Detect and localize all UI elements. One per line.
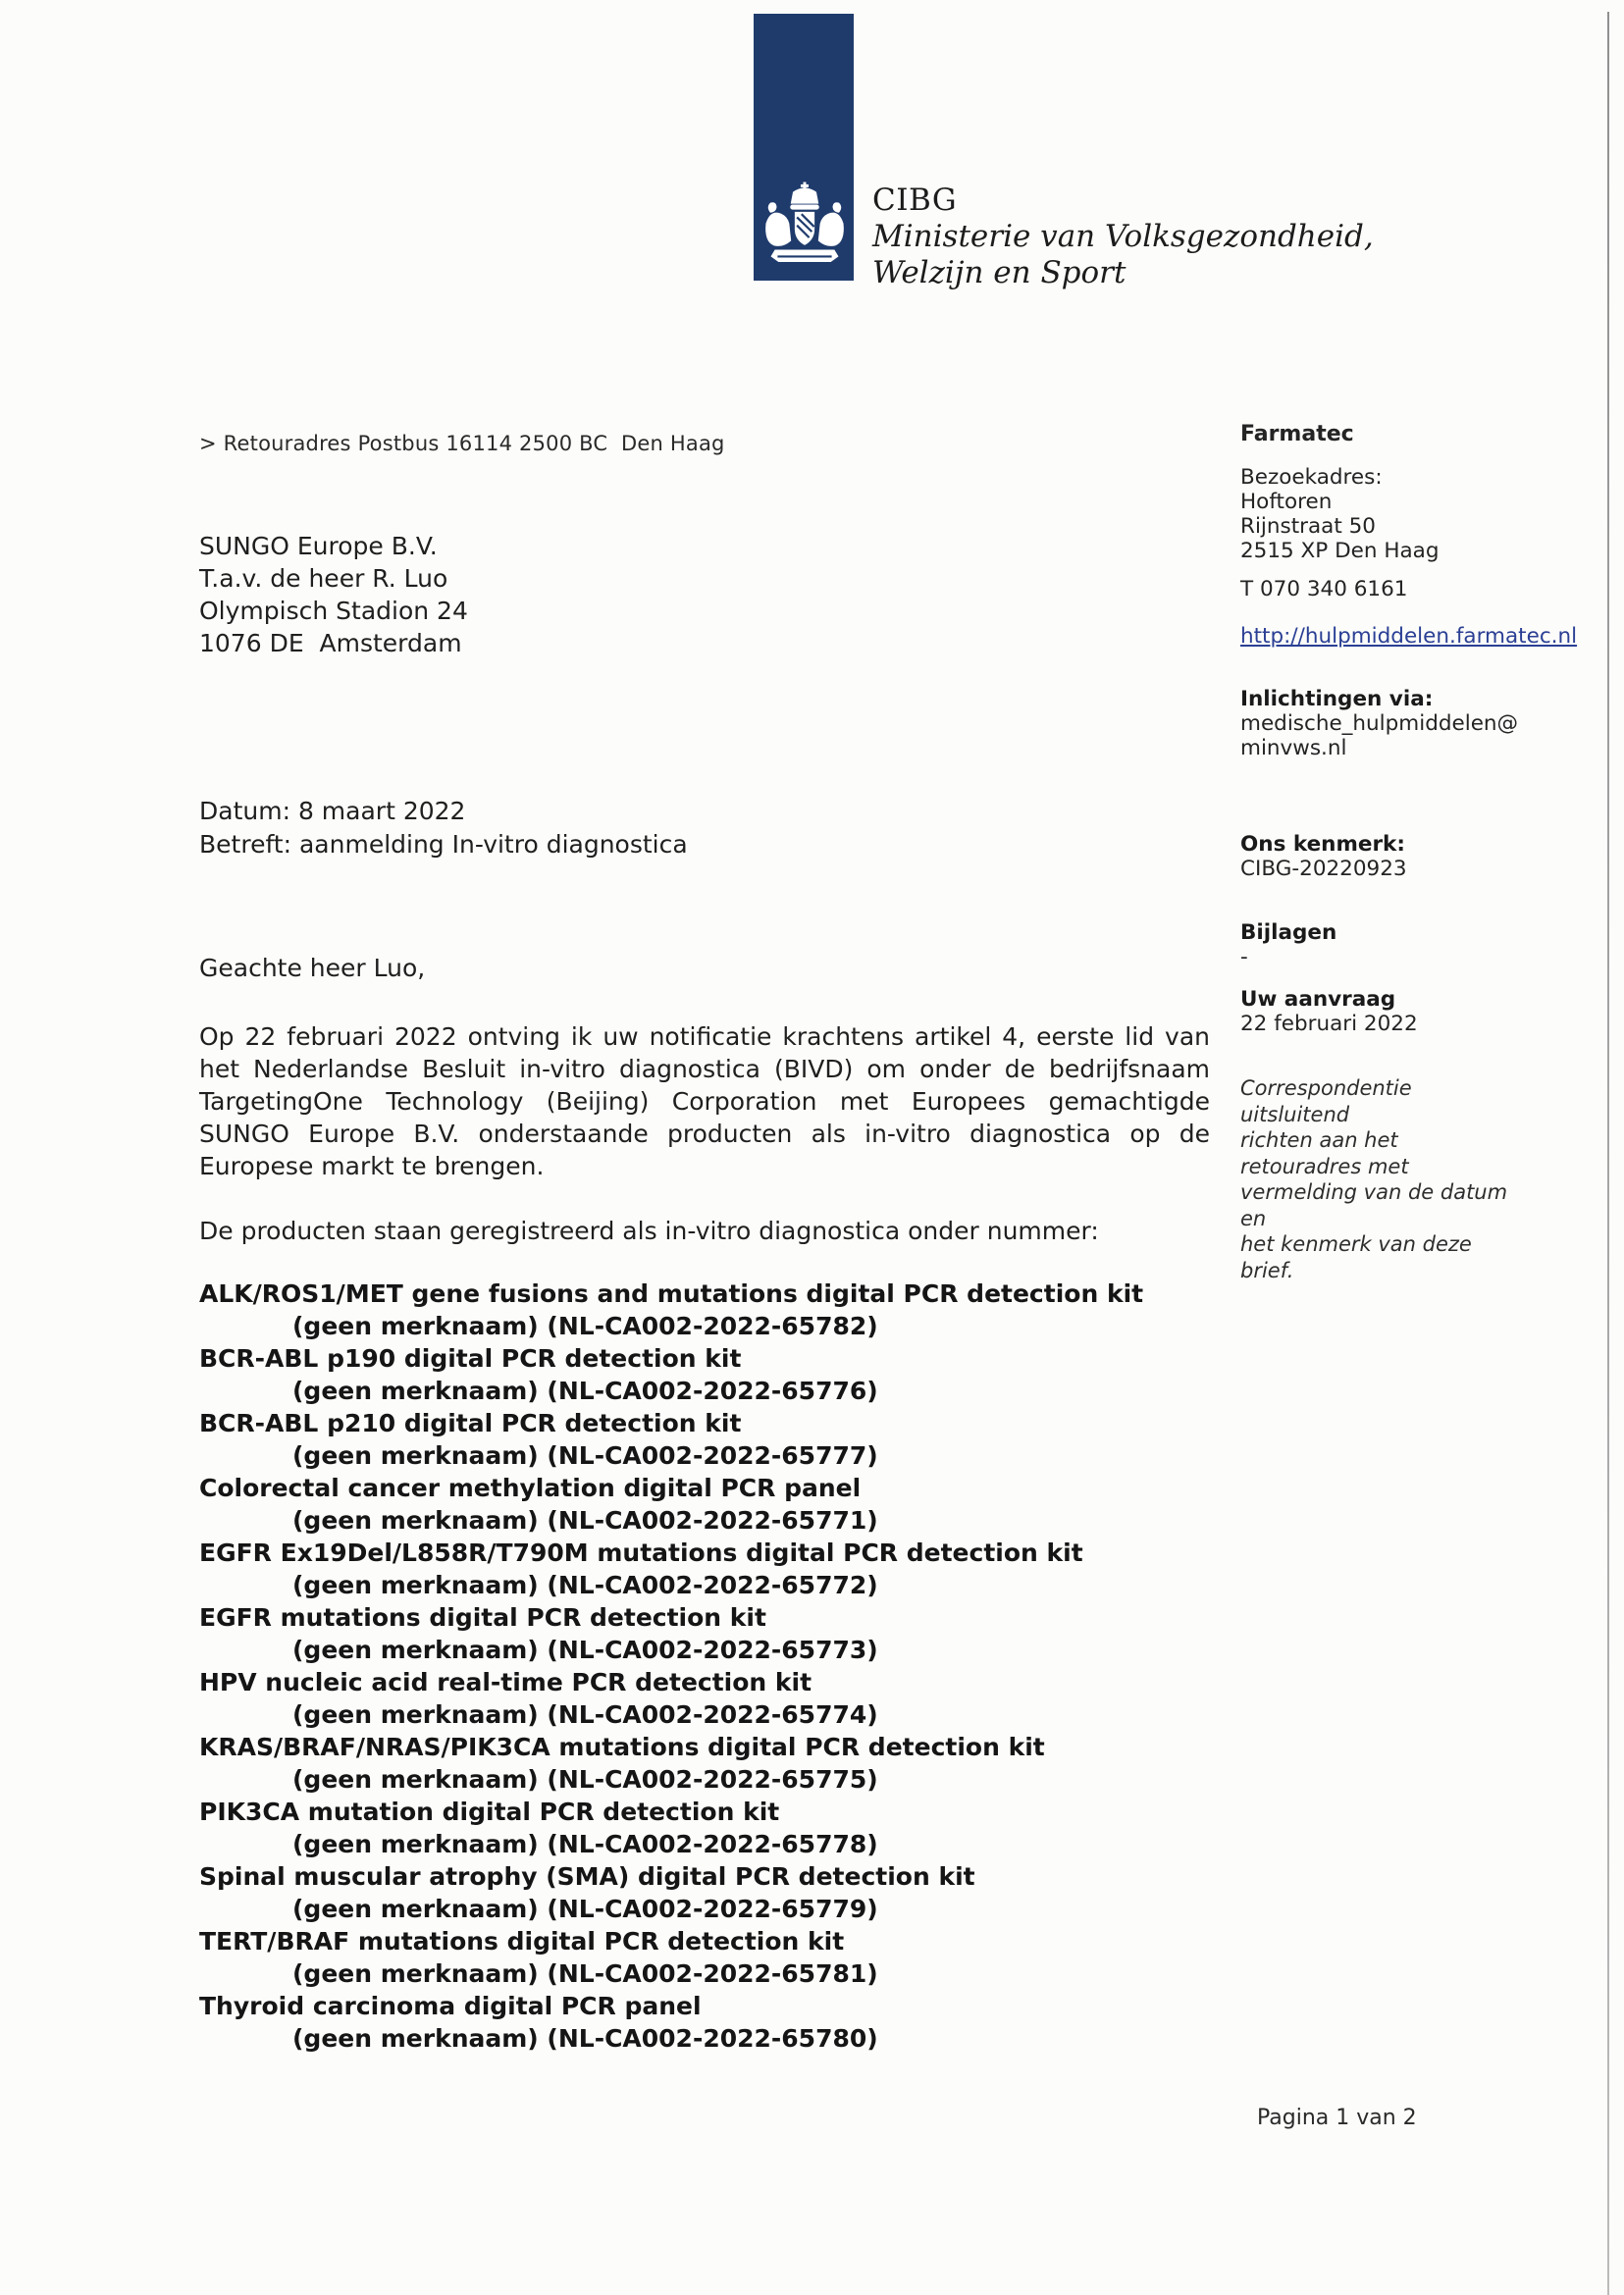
recipient-address-line: Olympisch Stadion 24 (199, 597, 468, 625)
coat-of-arms-icon (760, 177, 850, 267)
product-item (199, 1601, 1279, 1666)
product-name: Colorectal cancer methylation digital PCR panel (199, 1474, 862, 1502)
government-banner (754, 14, 854, 281)
info-line: medische_hulpmiddelen@ (1240, 711, 1519, 736)
recipient-address-line: SUNGO Europe B.V. (199, 532, 438, 560)
subject-line (199, 828, 688, 861)
scan-edge-artifact (1607, 12, 1609, 2295)
product-name: HPV nucleic acid real-time PCR detection kit (199, 1668, 812, 1696)
attachments-block (1240, 920, 1336, 969)
product-name: Thyroid carcinoma digital PCR panel (199, 1992, 702, 2020)
subject-value: aanmelding In-vitro diagnostica (298, 830, 688, 859)
product-registration: (geen merknaam) (NL-CA002-2022-65777) (292, 1441, 878, 1470)
product-item (199, 1731, 1279, 1796)
product-registration: (geen merknaam) (NL-CA002-2022-65778) (292, 1830, 878, 1858)
product-registration: (geen merknaam) (NL-CA002-2022-65779) (292, 1895, 878, 1923)
product-item (199, 1990, 1279, 2055)
product-registration: (geen merknaam) (NL-CA002-2022-65781) (292, 1959, 878, 1988)
ministry-line-2: Welzijn en Sport (872, 255, 1126, 290)
product-name: BCR-ABL p210 digital PCR detection kit (199, 1409, 742, 1437)
products-intro: De producten staan geregistreerd als in-vitro diagnostica onder nummer: (199, 1217, 1099, 1245)
body-paragraph: Op 22 februari 2022 ontving ik uw notificatie krachtens artikel 4, eerste lid van het Nederlandse Besluit in-vitro diagnostica (BIVD) om onder de bedrijfsnaam TargetingOne Technology (Beijing) Corporation met Europees gemachtigde SUNGO Europe B.V. onderstaande producten als in-vitro diagnostica op de Europese markt te brengen. (199, 1022, 1210, 1180)
product-name: PIK3CA mutation digital PCR detection kit (199, 1798, 780, 1826)
product-name: Spinal muscular atrophy (SMA) digital PCR detection kit (199, 1862, 975, 1891)
product-item (199, 1925, 1279, 1990)
product-list (199, 1278, 1279, 2055)
info-line: minvws.nl (1240, 736, 1347, 760)
product-item (199, 1407, 1279, 1472)
visit-address-line: Hoftoren (1240, 490, 1333, 514)
contact-info-block (1240, 687, 1518, 760)
visit-address-label: Bezoekadres: (1240, 465, 1383, 490)
request-date: 22 februari 2022 (1240, 1012, 1418, 1036)
request-label: Uw aanvraag (1240, 987, 1396, 1012)
recipient-address-line: 1076 DE Amsterdam (199, 629, 462, 657)
visit-address-block (1240, 465, 1440, 563)
product-item (199, 1796, 1279, 1860)
reference-label: Ons kenmerk: (1240, 832, 1405, 857)
date-line (199, 795, 688, 828)
visit-address-line: Rijnstraat 50 (1240, 514, 1376, 539)
letter-meta (199, 795, 688, 861)
product-registration: (geen merknaam) (NL-CA002-2022-65772) (292, 1571, 878, 1599)
subject-label: Betreft: (199, 830, 292, 859)
phone-number: T 070 340 6161 (1240, 577, 1408, 601)
recipient-address-line: T.a.v. de heer R. Luo (199, 564, 448, 593)
date-label: Datum: (199, 797, 290, 825)
product-registration: (geen merknaam) (NL-CA002-2022-65773) (292, 1636, 878, 1664)
page-indicator: Pagina 1 van 2 (1257, 2106, 1417, 2130)
product-registration: (geen merknaam) (NL-CA002-2022-65782) (292, 1312, 878, 1340)
product-registration: (geen merknaam) (NL-CA002-2022-65780) (292, 2024, 878, 2053)
product-registration: (geen merknaam) (NL-CA002-2022-65775) (292, 1765, 878, 1794)
product-name: BCR-ABL p190 digital PCR detection kit (199, 1344, 742, 1373)
product-item (199, 1860, 1279, 1925)
product-name: TERT/BRAF mutations digital PCR detection kit (199, 1927, 845, 1956)
return-address-line: > Retouradres Postbus 16114 2500 BC Den Haag (199, 432, 725, 455)
visit-address-line: 2515 XP Den Haag (1240, 539, 1440, 563)
product-item (199, 1537, 1279, 1601)
product-item (199, 1342, 1279, 1407)
date-value: 8 maart 2022 (297, 797, 466, 825)
attachments-value: - (1240, 945, 1248, 969)
org-name: CIBG (872, 183, 958, 218)
correspondence-note-line: het kenmerk van deze brief. (1240, 1232, 1472, 1282)
product-name: KRAS/BRAF/NRAS/PIK3CA mutations digital PCR detection kit (199, 1733, 1045, 1761)
product-name: EGFR Ex19Del/L858R/T790M mutations digital PCR detection kit (199, 1539, 1083, 1567)
correspondence-note-line: vermelding van de datum en (1240, 1180, 1508, 1230)
product-registration: (geen merknaam) (NL-CA002-2022-65776) (292, 1377, 878, 1405)
correspondence-note (1240, 1075, 1515, 1283)
info-label: Inlichtingen via: (1240, 687, 1434, 711)
request-block (1240, 987, 1418, 1036)
salutation: Geachte heer Luo, (199, 954, 426, 982)
attachments-label: Bijlagen (1240, 920, 1337, 945)
product-item (199, 1666, 1279, 1731)
product-item (199, 1472, 1279, 1537)
product-registration: (geen merknaam) (NL-CA002-2022-65774) (292, 1700, 878, 1729)
correspondence-note-line: Correspondentie uitsluitend (1240, 1076, 1412, 1126)
reference-block (1240, 832, 1407, 881)
recipient-address (199, 530, 468, 659)
correspondence-note-line: richten aan het retouradres met (1240, 1128, 1409, 1178)
reference-value: CIBG-20220923 (1240, 857, 1407, 881)
product-name: EGFR mutations digital PCR detection kit (199, 1603, 766, 1632)
product-item (199, 1278, 1279, 1342)
product-registration: (geen merknaam) (NL-CA002-2022-65771) (292, 1506, 878, 1535)
ministry-line-1: Ministerie van Volksgezondheid, (872, 219, 1374, 254)
website-link[interactable]: http://hulpmiddelen.farmatec.nl (1240, 624, 1578, 649)
product-name: ALK/ROS1/MET gene fusions and mutations digital PCR detection kit (199, 1279, 1144, 1308)
department-name: Farmatec (1240, 422, 1354, 446)
